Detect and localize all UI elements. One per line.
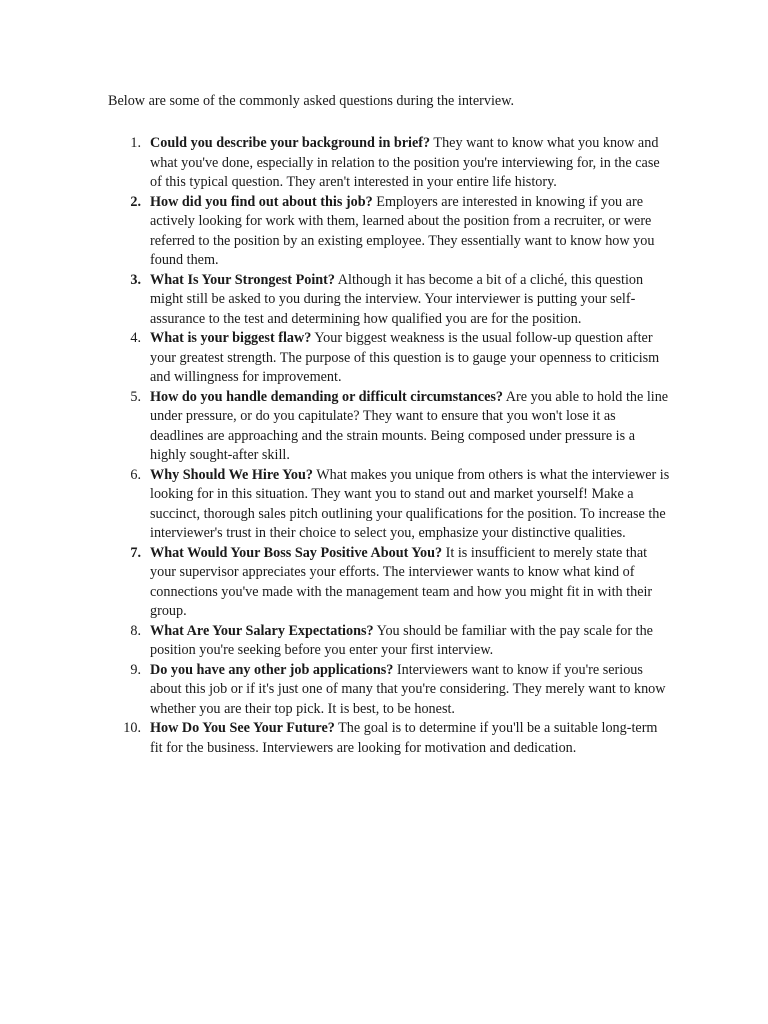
question-title: What Is Your Strongest Point? <box>150 271 335 288</box>
question-answer: What makes you unique from others is what the interviewer is looking for in this situation. They want you to stand out and market yourself! Make a succinct, thorough sales pitch outlining your qualifications for the position. To increase the interviewer's trust in their choice to select you, emphasize your distinctive qualities. <box>150 466 670 541</box>
question-number: 5. <box>130 388 141 405</box>
question-answer: Interviewers want to know if you're serious about this job or if it's just one of many that you're considering. They merely want to know whether you are their top pick. It is best, to be honest. <box>150 661 666 717</box>
question-number: 9. <box>130 661 141 678</box>
question-title: How do you handle demanding or difficult circumstances? <box>150 388 504 405</box>
intro-text: Below are some of the commonly asked questions during the interview. <box>108 93 515 109</box>
question-answer: Are you able to hold the line under pressure, or do you capitulate? They want to ensure that you won't lose it as deadlines are approaching and the strain mounts. Being composed under pressure is a highly sought-after skill. <box>150 388 669 463</box>
question-answer: Your biggest weakness is the usual follow-up question after your greatest strength. The purpose of this question is to gauge your openness to criticism and willingness for improvement. <box>150 330 660 385</box>
question-number: 6. <box>130 466 141 483</box>
question-title: How did you find out about this job? <box>150 193 373 210</box>
question-answer: They want to know what you know and what you've done, especially in relation to the position you're interviewing for, in the case of this typical question. They aren't interested in your entire life history. <box>150 135 660 190</box>
question-answer: Employers are interested in knowing if you are actively looking for work with them, learned about the position from a recruiter, or were referred to the position by an existing employee. They essentially want to know how you found them. <box>150 193 655 268</box>
question-title: Why Should We Hire You? <box>150 466 313 483</box>
question-answer: Although it has become a bit of a cliché, this question might still be asked to you during the interview. Your interviewer is putting your self-assurance to the test and determining how qualified you are for the position. <box>150 271 644 327</box>
question-number: 4. <box>130 330 141 346</box>
question-item <box>130 329 670 388</box>
question-answer: The goal is to determine if you'll be a suitable long-term fit for the business. Interviewers are looking for motivation and dedication. <box>150 720 658 756</box>
question-item <box>130 388 670 466</box>
question-item <box>130 466 670 544</box>
question-item <box>130 544 670 622</box>
question-title: What is your biggest flaw? <box>150 330 312 346</box>
question-item <box>130 661 670 720</box>
question-item <box>130 622 670 661</box>
question-list <box>123 134 670 758</box>
question-title: How Do You See Your Future? <box>150 720 335 736</box>
question-number: 3. <box>130 271 141 288</box>
question-answer: You should be familiar with the pay scale for the position you're seeking before you enter your first interview. <box>150 622 653 658</box>
question-title: Could you describe your background in brief? <box>150 135 431 151</box>
question-number: 10. <box>123 720 141 736</box>
question-item <box>130 193 670 271</box>
question-item <box>130 271 670 330</box>
question-number: 1. <box>130 135 141 151</box>
question-number: 8. <box>130 622 141 639</box>
question-item <box>130 134 670 193</box>
question-title: What Would Your Boss Say Positive About You? <box>150 544 443 561</box>
question-number: 7. <box>130 544 141 561</box>
question-item <box>123 719 670 758</box>
question-answer: It is insufficient to merely state that your supervisor appreciates your efforts. The interviewer wants to know what kind of connections you've made with the management team and how you might fit in with their group. <box>150 544 653 619</box>
question-title: Do you have any other job applications? <box>150 661 394 678</box>
question-number: 2. <box>130 193 141 210</box>
question-title: What Are Your Salary Expectations? <box>150 622 374 639</box>
